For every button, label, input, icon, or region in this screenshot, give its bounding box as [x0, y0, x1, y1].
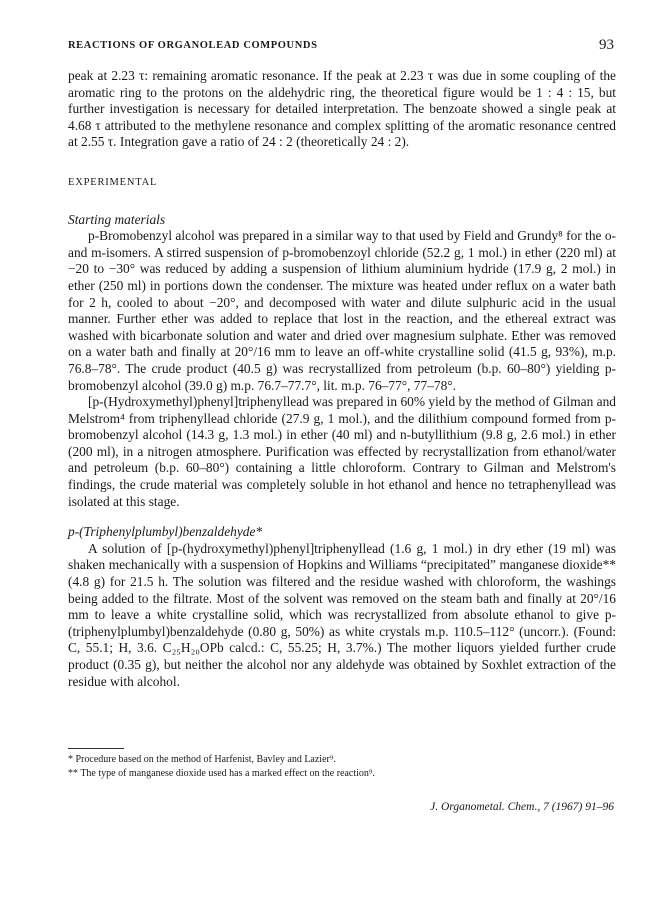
intro-paragraph: peak at 2.23 τ: remaining aromatic resonance. If the peak at 2.23 τ was due in some coupling of the aromatic ring to the protons on the aldehydric ring, the theoretical figure would be 1 : 4 : 15, but further investigation is necessary for detailed interpretation. The benzoate showed a single peak at 4.68 τ attributed to the methylene resonance and complex splitting of the aromatic resonance centred at 2.55 τ. Integration gave a ratio of 24 : 2 (theoretically 24 : 2).	[68, 68, 616, 150]
paragraph-hydroxymethyl-triphenyllead: [p-(Hydroxymethyl)phenyl]triphenyllead was prepared in 60% yield by the method of Gilman and Melstrom⁴ from triphenyllead chloride (27.9 g, 1 mol.), and the dilithium compound formed from p-bromobenzyl alcohol (14.3 g, 1.3 mol.) in ether (40 ml) and n-butyllithium (9.8 g, 2.6 mol.) in ether (200 ml), in a nitrogen atmosphere. Purification was effected by recrystallization from ethanol/water and petroleum (b.p. 60–80°) containing a little chloroform. Contrary to Gilman and Melstrom's findings, the crude material was completely soluble in hot ethanol and hence no tetraphenyllead was isolated at this stage.	[68, 394, 616, 509]
page-number: 93	[599, 37, 614, 53]
journal-citation: J. Organometal. Chem., 7 (1967) 91–96	[430, 801, 614, 813]
footnote-1: * Procedure based on the method of Harfenist, Bavley and Lazier⁹.	[68, 754, 336, 765]
footnote-rule	[68, 748, 124, 749]
paragraph-bromobenzyl-alcohol: p-Bromobenzyl alcohol was prepared in a similar way to that used by Field and Grundy⁸ for the o- and m-isomers. A stirred suspension of p-bromobenzoyl chloride (52.2 g, 1 mol.) in ether (220 ml) at −20 to −30° was reduced by adding a suspension of lithium aluminium hydride (17.9 g, 2 mol.) in ether (250 ml) in portions down the condenser. The mixture was heated under reflux on a water bath for 2 h, cooled to about −20°, and decomposed with water and dilute sulphuric acid in the usual manner. Further ether was added to replace that lost in the reaction, and the ethereal extract was washed with bicarbonate solution and water and dried over magnesium sulphate. Ether was removed on a water bath and finally at 20°/16 mm to leave an off-white crystalline solid (41.5 g, 93%), m.p. 76.8–78°. The crude product (40.5 g) was recrystallized from petroleum (b.p. 60–80°) yielding p-bromobenzyl alcohol (39.0 g) m.p. 76.7–77.7°, lit. m.p. 76–77°, 77–78°.	[68, 228, 616, 393]
paragraph-aldehyde-preparation: A solution of [p-(hydroxymethyl)phenyl]triphenyllead (1.6 g, 1 mol.) in dry ether (19 ml) was shaken mechanically with a suspension of Hopkins and Williams “precipitated” manganese dioxide** (4.8 g) for 21.5 h. The solution was filtered and the residue washed with chloroform, the washings being added to the filtrate. Most of the solvent was removed on the steam bath and finally at 20°/16 mm to leave a white crystalline solid, which was recrystallized from absolute ethanol to give p-(triphenylplumbyl)benzaldehyde (0.80 g, 50%) as white crystals m.p. 110.5–112° (uncorr.). (Found: C, 55.1; H, 3.6. C₂₅H₂₀OPb calcd.: C, 55.25; H, 3.7%.) The mother liquors yielded further crude product (0.35 g), but neither the alcohol nor any aldehyde was obtained by Soxhlet extraction of the residue with alcohol.	[68, 540, 616, 689]
footnote-2: ** The type of manganese dioxide used has a marked effect on the reaction⁹.	[68, 767, 375, 779]
running-title: REACTIONS OF ORGANOLEAD COMPOUNDS	[68, 40, 318, 51]
section-heading: EXPERIMENTAL	[68, 176, 158, 188]
footnotes	[68, 753, 616, 780]
running-head	[68, 37, 616, 58]
article-body	[68, 68, 616, 690]
subheading-triphenylplumbyl-benzaldehyde: p-(Triphenylplumbyl)benzaldehyde*	[68, 524, 263, 540]
subheading-starting-materials: Starting materials	[68, 211, 166, 227]
